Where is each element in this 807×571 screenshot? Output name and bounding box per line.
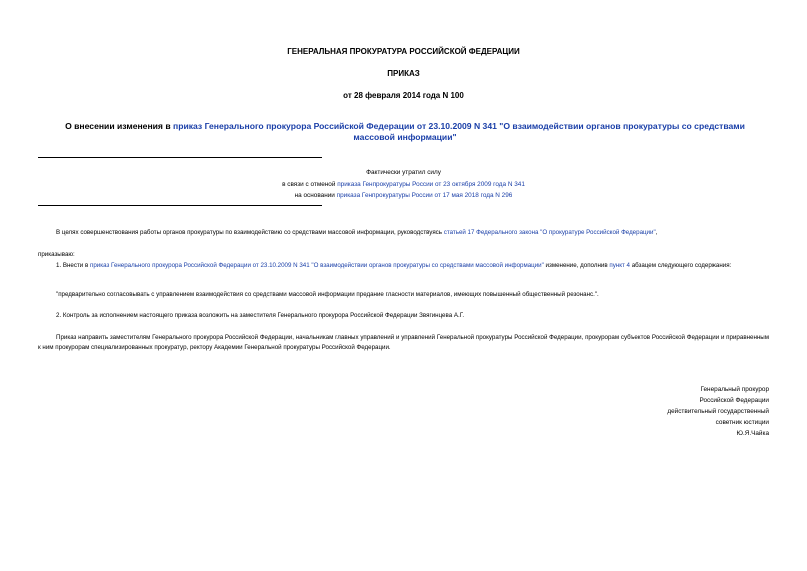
item-1-paragraph [38,261,769,271]
status-line-1: Фактически утратил силу [366,169,441,176]
intro-suffix: , [655,229,658,236]
signature-name: Ю.Я.Чайка [736,430,769,437]
intro-prefix: В целях совершенствования работы органов прокуратуры по взаимодействию со средствами массовой информации, руководствуясь [56,229,444,236]
agency-heading: ГЕНЕРАЛЬНАЯ ПРОКУРАТУРА РОССИЙСКОЙ ФЕДЕРАЦИИ [287,47,520,56]
item-1-order-link[interactable]: приказ Генерального прокурора Российской Федерации от 23.10.2009 N 341 "О взаимодействии органов прокуратуры со средствами массовой информации" [89,262,544,269]
item-1-clause-link[interactable]: пункт 4 [609,262,630,269]
item-1-suffix: абзацем следующего содержания: [629,262,732,269]
item-1-prefix: 1. Внести в [56,262,90,269]
item-2-paragraph: 2. Контроль за исполнением настоящего приказа возложить на заместителя Генерального прокурора Российской Федерации Звягинцева А.Г. [56,312,465,319]
signature-line-4: советник юстиции [715,419,769,426]
status-cancel-link[interactable]: приказа Генпрокуратуры России от 23 октября 2009 года N 341 [337,181,525,188]
doc-type-heading: ПРИКАЗ [387,69,420,78]
signature-line-1: Генеральный прокурор [700,386,769,393]
status-line-3 [0,190,807,201]
status-line-2-prefix: в связи с отменой [282,181,338,188]
top-divider [38,157,322,158]
closing-paragraph: Приказ направить заместителям Генерального прокурора Российской Федерации, начальникам главных управлений и управлений Генеральной прокуратуры Российской Федерации, прокурорам субъектов Российской Федерации и приравненным к ним прокурорам специализированных прокуратур, ректору Академии Генеральной прокуратуры Российской Федерации. [38,334,769,351]
bottom-divider [38,205,322,206]
signature-line-2: Российской Федерации [699,397,769,404]
status-basis-link[interactable]: приказа Генпрокуратуры России от 17 мая 2018 года N 296 [336,192,513,199]
date-number-heading: от 28 февраля 2014 года N 100 [343,91,464,100]
quote-paragraph: "предварительно согласовывать с управлением взаимодействия со средствами массовой информации предание гласности материалов, имеющих повышенный общественный резонанс.". [56,291,599,298]
status-line-3-prefix: на основании [294,192,337,199]
intro-paragraph [56,228,776,238]
item-1-mid: изменение, дополнив [543,262,610,269]
signature-line-3: действительный государственный [667,408,769,415]
order-word: приказываю: [38,251,75,258]
status-line-2 [0,179,807,190]
title-link[interactable]: приказ Генерального прокурора Российской Федерации от 23.10.2009 N 341 "О взаимодействии органов прокуратуры со средствами массовой информации" [173,121,745,142]
law-article-link[interactable]: статьей 17 Федерального закона "О прокуратуре Российской Федерации" [443,229,656,236]
title-prefix: О внесении изменения в [65,121,173,131]
document-title [50,121,760,143]
